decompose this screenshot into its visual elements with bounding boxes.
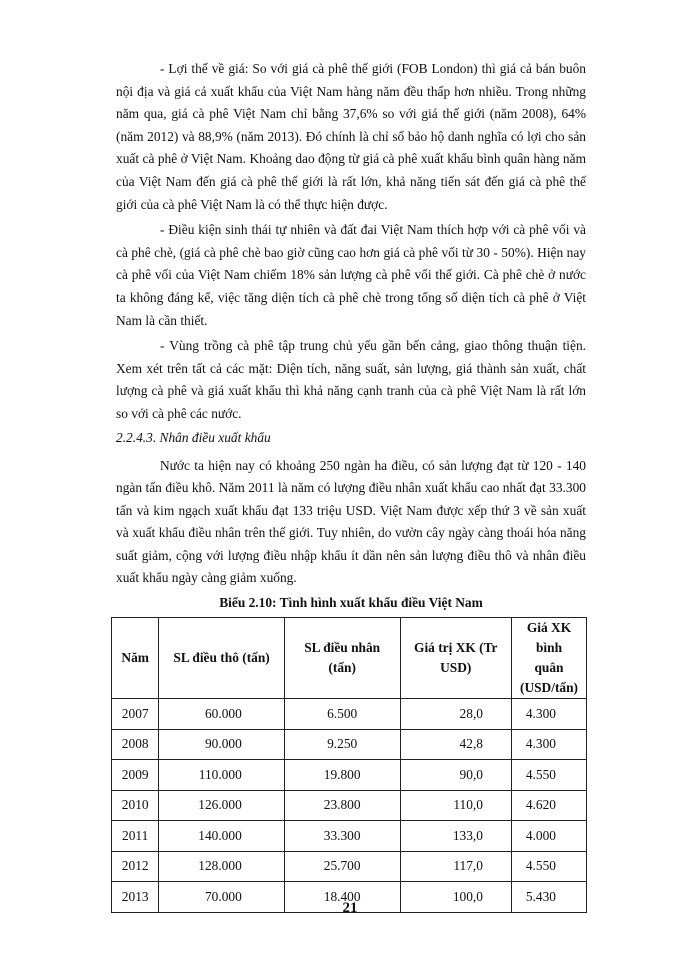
cell-year: 2008: [112, 729, 159, 760]
cell-avg-price: 5.430: [511, 882, 586, 913]
cell-raw-cashew: 110.000: [159, 760, 284, 791]
header-cashew-kernel: SL điều nhân (tấn): [284, 618, 400, 699]
cell-export-value: 110,0: [400, 790, 511, 821]
table-row: [112, 729, 587, 760]
cell-year: 2012: [112, 851, 159, 882]
table-row: [112, 790, 587, 821]
cell-raw-cashew: 128.000: [159, 851, 284, 882]
cell-raw-cashew: 140.000: [159, 821, 284, 852]
table-row: [112, 760, 587, 791]
header-export-value: Giá trị XK (Tr USD): [400, 618, 511, 699]
cell-export-value: 42,8: [400, 729, 511, 760]
cell-avg-price: 4.550: [511, 760, 586, 791]
table-row: [112, 851, 587, 882]
cell-year: 2007: [112, 699, 159, 730]
header-raw-cashew: SL điều thô (tấn): [159, 618, 284, 699]
cell-cashew-kernel: 6.500: [284, 699, 400, 730]
cell-avg-price: 4.550: [511, 851, 586, 882]
cell-year: 2010: [112, 790, 159, 821]
paragraph-price-advantage: - Lợi thế về giá: So với giá cà phê thế giới (FOB London) thì giá cả bán buôn nội địa và giá cả xuất khẩu của Việt Nam hàng năm đều thấp hơn nhiều. Trong những năm qua, giá cà phê Việt Nam chỉ bằng 37,6% so với giá thế giới (năm 2008), 64% (năm 2012) và 88,9% (năm 2013). Đó chính là chỉ số bảo hộ danh nghĩa có lợi cho sản xuất cà phê ở Việt Nam. Khoảng dao động từ giá cà phê xuất khẩu bình quân hàng năm của Việt Nam đến giá cà phê thế giới là rất lớn, khả năng tiến sát đến giá cà phê thế giới của cà phê Việt Nam là có thể thực hiện được.: [116, 61, 586, 212]
cell-cashew-kernel: 33.300: [284, 821, 400, 852]
section-heading: 2.2.4.3. Nhân điều xuất khẩu: [116, 429, 271, 445]
cell-raw-cashew: 60.000: [159, 699, 284, 730]
paragraph-ecological-conditions: - Điều kiện sinh thái tự nhiên và đất đai Việt Nam thích hợp với cà phê vối và cà phê chè, (giá cà phê chè bao giờ cũng cao hơn giá cà phê vối từ 30 - 50%). Hiện nay cà phê vối của Việt Nam chiếm 18% sản lượng cà phê vối thế giới. Cà phê chè ở nước ta không đáng kể, việc tăng diện tích cà phê chè trong tổng số diện tích cà phê ở Việt Nam là cần thiết.: [116, 222, 586, 328]
table-caption: Biểu 2.10: Tình hình xuất khẩu điều Việt Nam: [219, 595, 483, 611]
cell-raw-cashew: 90.000: [159, 729, 284, 760]
cell-year: 2011: [112, 821, 159, 852]
cell-cashew-kernel: 9.250: [284, 729, 400, 760]
cell-export-value: 100,0: [400, 882, 511, 913]
header-avg-price: Giá XK bình quân (USD/tấn): [511, 618, 586, 699]
header-year: Năm: [112, 618, 159, 699]
cell-year: 2013: [112, 882, 159, 913]
paragraph-growing-regions: - Vùng trồng cà phê tập trung chủ yếu gần bến cảng, giao thông thuận tiện. Xem xét trên tất cả các mặt: Diện tích, năng suất, sản lượng, giá thành sản xuất, chất lượng cà phê và giá xuất khẩu thì khả năng cạnh tranh của cà phê Việt Nam là rất lớn so với cà phê các nước.: [116, 338, 586, 421]
cell-cashew-kernel: 25.700: [284, 851, 400, 882]
paragraph-cashew: Nước ta hiện nay có khoảng 250 ngàn ha điều, có sản lượng đạt từ 120 - 140 ngàn tấn điều khô. Năm 2011 là năm có lượng điều nhân xuất khẩu cao nhất đạt 33.300 tấn và kim ngạch xuất khẩu đạt 133 triệu USD. Việt Nam được xếp thứ 3 về sản xuất và xuất khẩu điều nhân trên thế giới. Tuy nhiên, do vườn cây ngày càng thoái hóa năng suất giảm, cộng với lượng điều nhập khẩu ít dần nên sản lượng điều thô và nhân điều xuất khẩu ngày càng giảm xuống.: [116, 457, 586, 586]
cell-avg-price: 4.300: [511, 729, 586, 760]
cell-avg-price: 4.620: [511, 790, 586, 821]
cell-cashew-kernel: 18.400: [284, 882, 400, 913]
cell-cashew-kernel: 23.800: [284, 790, 400, 821]
cell-raw-cashew: 126.000: [159, 790, 284, 821]
cell-export-value: 133,0: [400, 821, 511, 852]
page-number: 21: [342, 900, 358, 916]
table-row: [112, 699, 587, 730]
cell-cashew-kernel: 19.800: [284, 760, 400, 791]
table-row: [112, 821, 587, 852]
cell-year: 2009: [112, 760, 159, 791]
cell-export-value: 117,0: [400, 851, 511, 882]
cell-avg-price: 4.000: [511, 821, 586, 852]
cell-avg-price: 4.300: [511, 699, 586, 730]
cashew-export-table: [111, 617, 587, 913]
cell-export-value: 90,0: [400, 760, 511, 791]
cell-export-value: 28,0: [400, 699, 511, 730]
table-header-row: [112, 618, 587, 699]
document-page: [116, 58, 586, 913]
cell-raw-cashew: 70.000: [159, 882, 284, 913]
